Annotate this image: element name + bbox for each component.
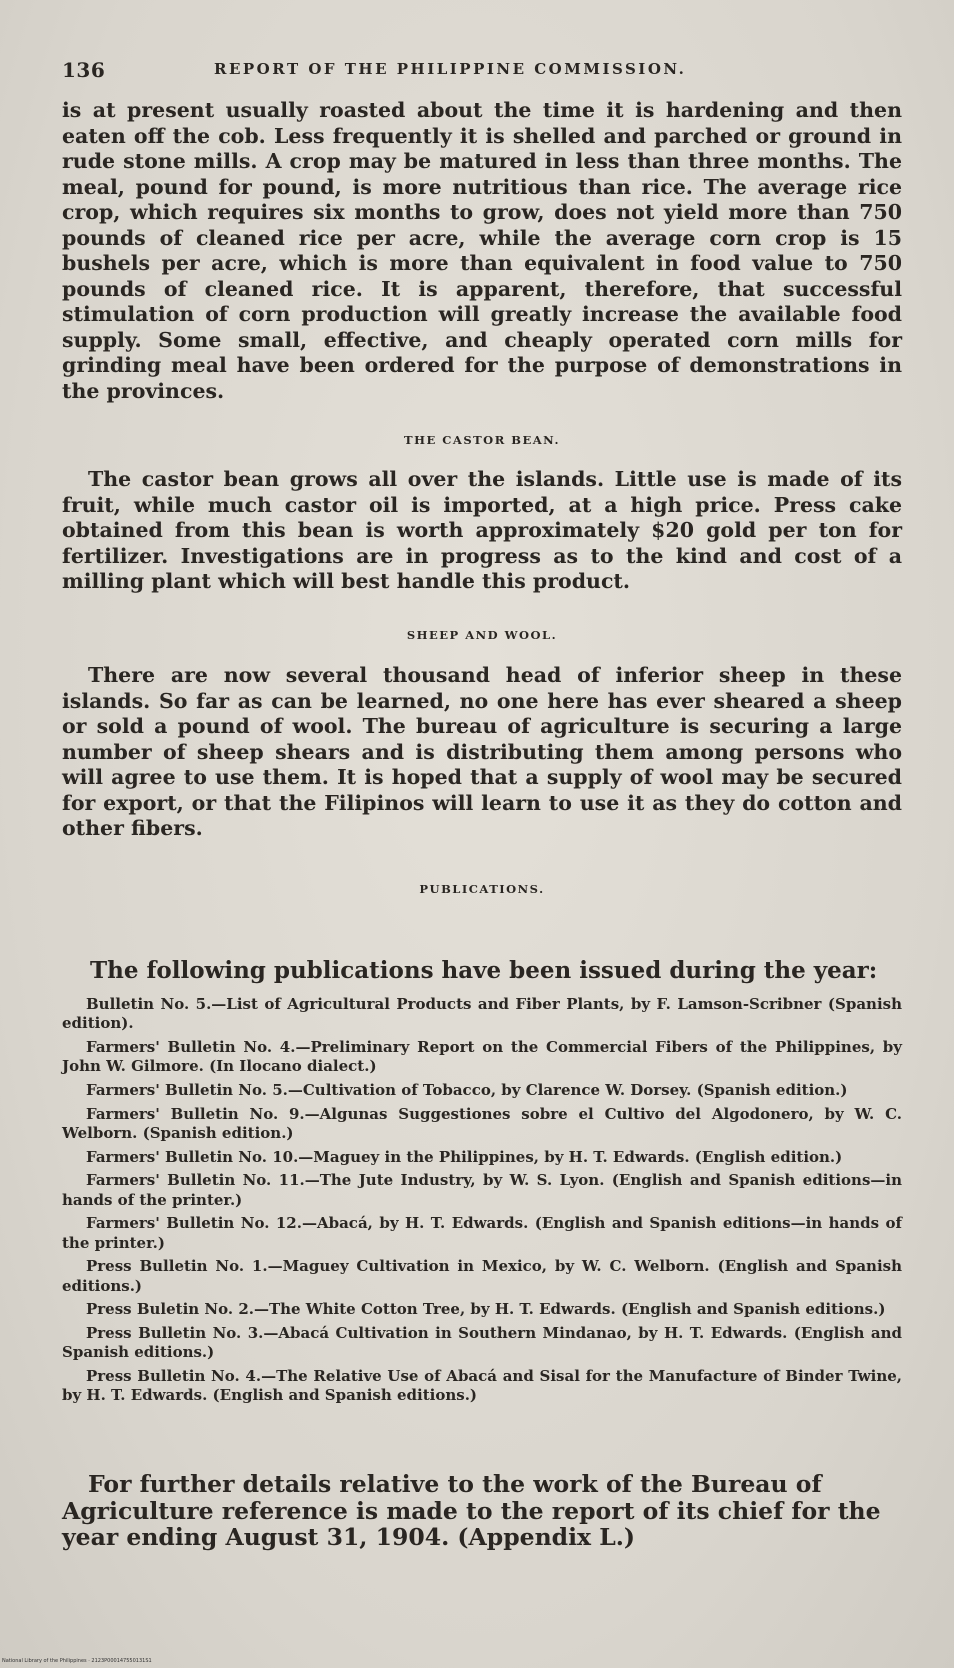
castor-bean-heading: THE CASTOR BEAN. <box>404 433 560 447</box>
publication-item: Bulletin No. 5.—List of Agricultural Products and Fiber Plants, by F. Lamson-Scribner (Spanish edition). <box>62 995 902 1033</box>
page-number: 136 <box>62 58 106 82</box>
publication-item: Farmers' Bulletin No. 12.—Abacá, by H. T. Edwards. (English and Spanish editions—in hands of the printer.) <box>62 1214 902 1252</box>
publications-intro: The following publications have been issued during the year: <box>90 957 878 984</box>
publication-item: Press Bulletin No. 4.—The Relative Use of Abacá and Sisal for the Manufacture of Binder Twine, by H. T. Edwards. (English and Spanish editions.) <box>62 1366 902 1405</box>
publications-heading: PUBLICATIONS. <box>419 882 545 896</box>
closing-paragraph: For further details relative to the work of the Bureau of Agriculture reference is made to the report of its chief for the year ending August 31, 1904. (Appendix L.) <box>62 1470 881 1551</box>
running-head: REPORT OF THE PHILIPPINE COMMISSION. <box>214 60 687 78</box>
publication-item: Farmers' Bulletin No. 4.—Preliminary Report on the Commercial Fibers of the Philippines, by John W. Gilmore. (In Ilocano dialect.) <box>62 1038 902 1076</box>
publication-item: Farmers' Bulletin No. 10.—Maguey in the Philippines, by H. T. Edwards. (English edition.) <box>86 1147 843 1166</box>
corn-paragraph: is at present usually roasted about the time it is hardening and then eaten off the cob. Less frequently it is shelled and parched or ground in rude stone mills. A crop may be matured in less than three months. The meal, pound for pound, is more nutritious than rice. The average rice crop, which requires six months to grow, does not yield more than 750 pounds of cleaned rice per acre, while the average corn crop is 15 bushels per acre, which is more than equivalent in food value to 750 pounds of cleaned rice. It is apparent, therefore, that successful stimulation of corn production will greatly increase the available food supply. Some small, effective, and cheaply operated corn mills for grinding meal have been ordered for the purpose of demonstrations in the provinces. <box>62 98 902 403</box>
publication-item: Farmers' Bulletin No. 9.—Algunas Suggestiones sobre el Cultivo del Algodonero, by W. C. Welborn. (Spanish edition.) <box>62 1104 902 1142</box>
publication-item: Farmers' Bulletin No. 5.—Cultivation of Tobacco, by Clarence W. Dorsey. (Spanish edition.) <box>86 1081 848 1099</box>
castor-bean-paragraph: The castor bean grows all over the islands. Little use is made of its fruit, while much castor oil is imported, at a high price. Press cake obtained from this bean is worth approximately $20 gold per ton for fertilizer. Investigations are in progress as to the kind and cost of a milling plant which will best handle this product. <box>62 467 902 593</box>
publication-item: Farmers' Bulletin No. 11.—The Jute Industry, by W. S. Lyon. (English and Spanish editions—in hands of the printer.) <box>62 1171 902 1209</box>
publication-item: Press Buletin No. 2.—The White Cotton Tree, by H. T. Edwards. (English and Spanish editions.) <box>86 1300 886 1319</box>
sheep-wool-heading: SHEEP AND WOOL. <box>406 628 558 642</box>
library-stamp: National Library of the Philippines · 2123P000147550131S1 <box>2 1658 152 1664</box>
publications-list <box>62 995 902 1410</box>
publication-item: Press Bulletin No. 3.—Abacá Cultivation in Southern Mindanao, by H. T. Edwards. (English and Spanish editions.) <box>62 1323 902 1362</box>
page-header <box>62 58 902 92</box>
publication-item: Press Bulletin No. 1.—Maguey Cultivation in Mexico, by W. C. Welborn. (English and Spanish editions.) <box>62 1257 902 1295</box>
sheep-wool-paragraph: There are now several thousand head of inferior sheep in these islands. So far as can be learned, no one here has ever sheared a sheep or sold a pound of wool. The bureau of agriculture is securing a large number of sheep shears and is distributing them among persons who will agree to use them. It is hoped that a supply of wool may be secured for export, or that the Filipinos will learn to use it as they do cotton and other fibers. <box>62 663 902 840</box>
